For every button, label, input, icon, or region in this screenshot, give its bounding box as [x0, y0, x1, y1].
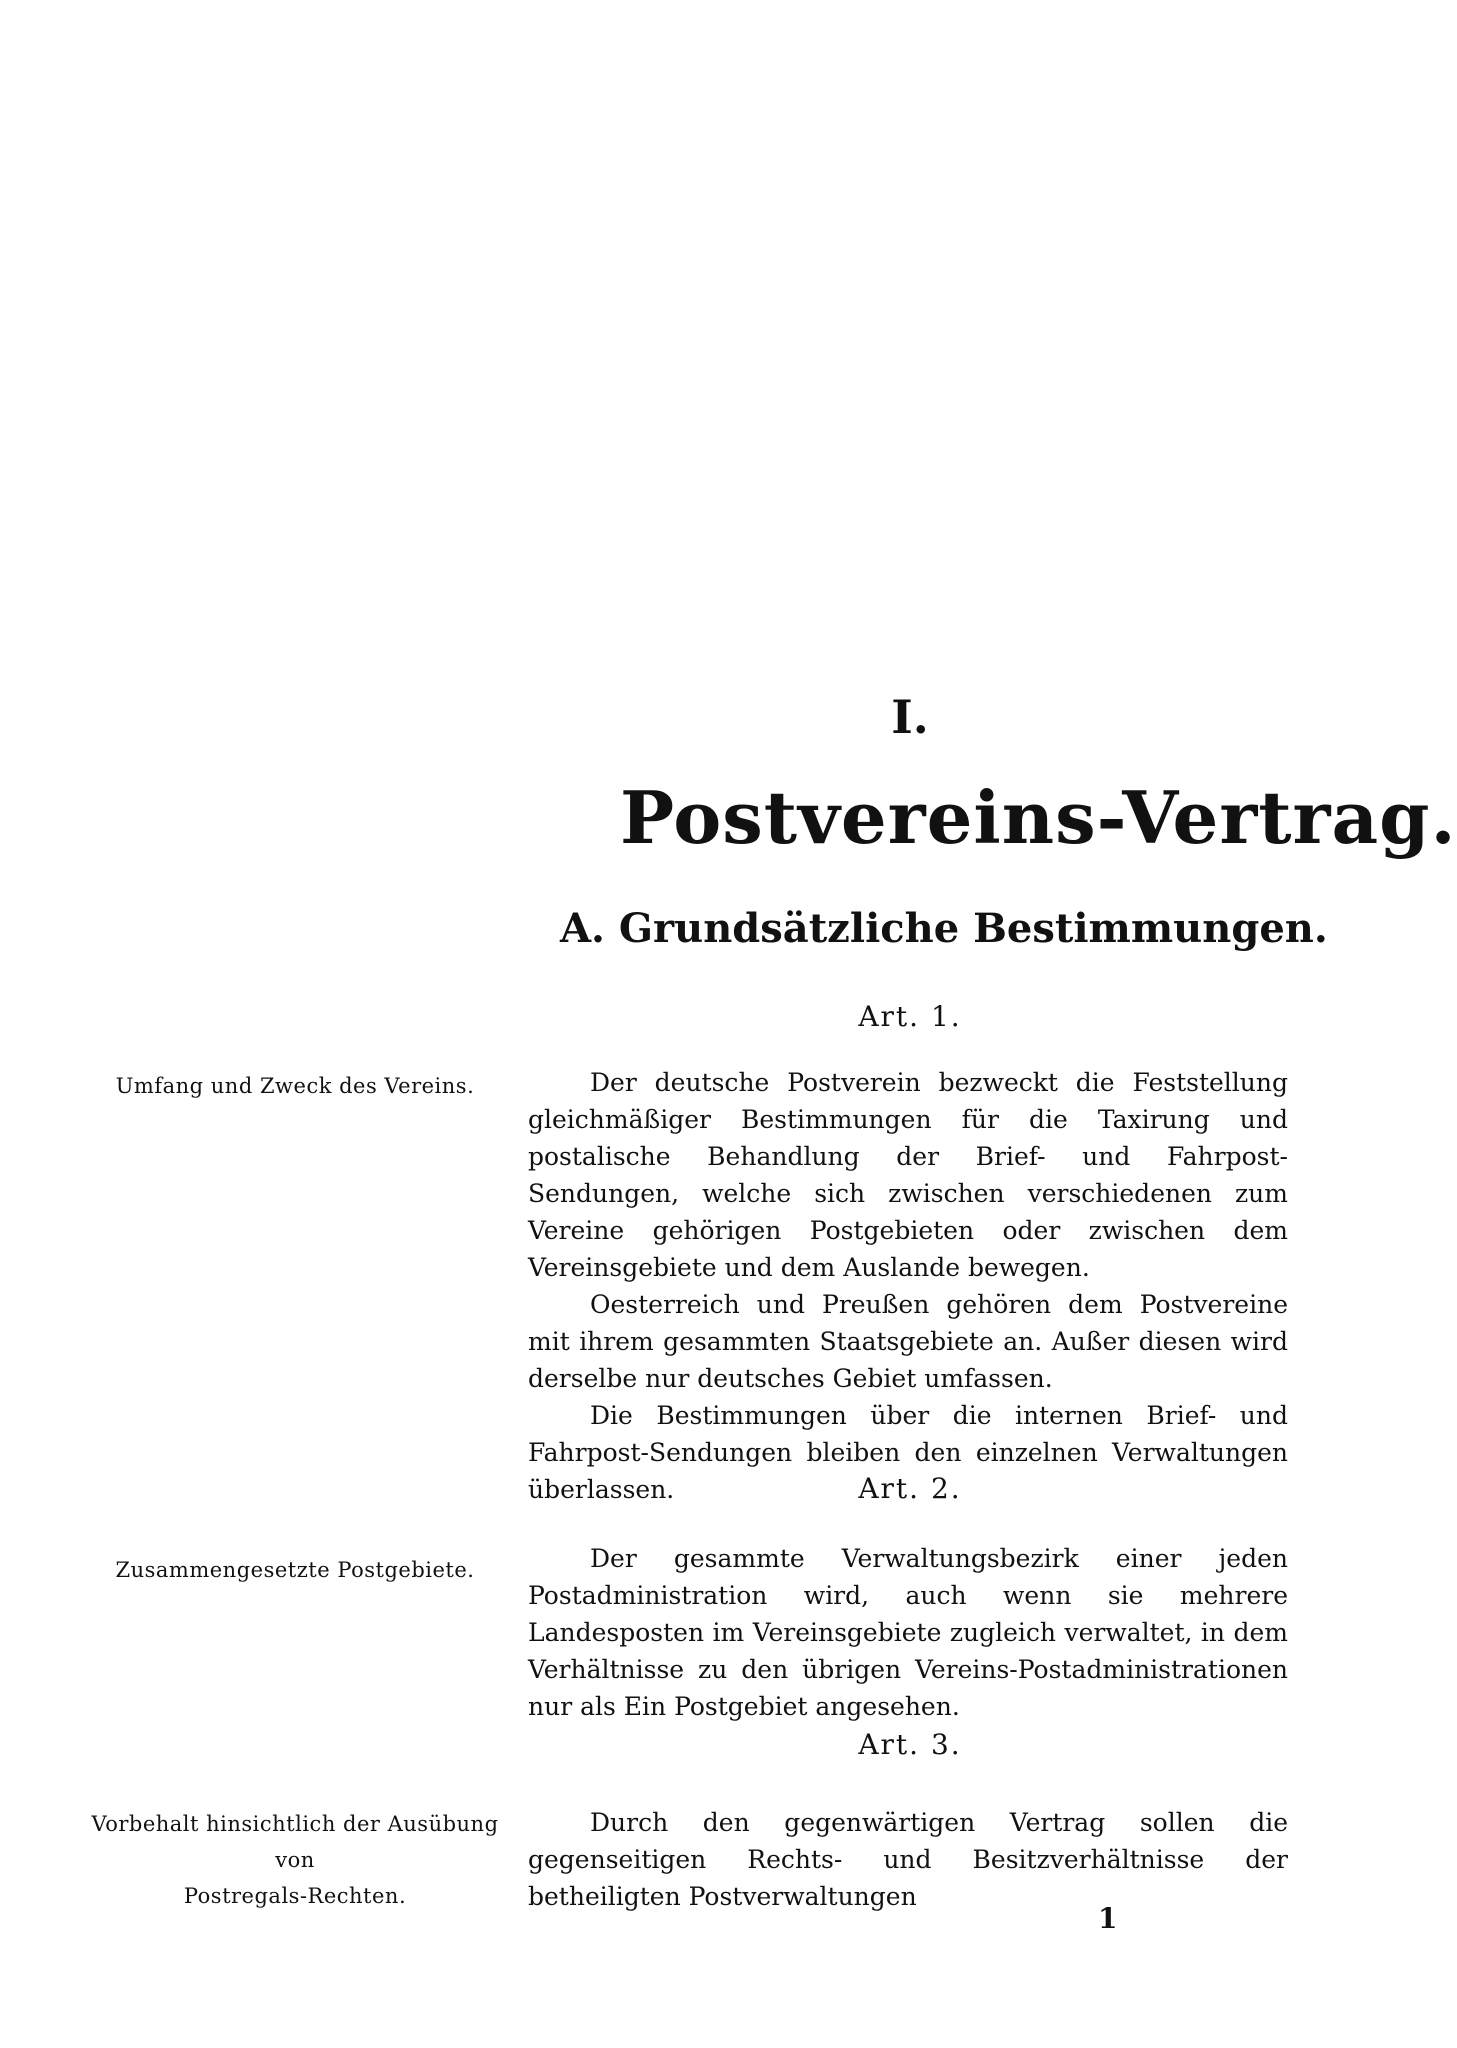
article-2-heading: Art. 2. — [858, 1472, 962, 1505]
article-3-margin-note — [70, 1806, 520, 1914]
article-3-paragraph: Durch den gegenwärtigen Vertrag sollen die gegenseitigen Rechts- und Besitzverhältnisse der betheiligten Postverwaltungen — [528, 1808, 1288, 1911]
document-title: Postvereins-Vertrag. — [620, 775, 1457, 860]
article-1-paragraph: Der deutsche Postverein bezweckt die Feststellung gleichmäßiger Bestimmungen für die Taxirung und postalische Behandlung der Brief- und Fahrpost-Sendungen, welche sich zwischen verschiedenen zum Vereine gehörigen Postgebieten oder zwischen dem Vereinsgebiete und dem Auslande bewegen. — [528, 1068, 1288, 1282]
article-1-body — [528, 1064, 1288, 1508]
article-3-body — [528, 1804, 1288, 1915]
part-heading: A. Grundsätzliche Bestimmungen. — [560, 905, 1328, 952]
article-1-paragraph: Oesterreich und Preußen gehören dem Postvereine mit ihrem gesammten Staatsgebiete an. Außer diesen wird derselbe nur deutsches Gebiet umfassen. — [528, 1290, 1288, 1393]
page-number: 1 — [1098, 1902, 1118, 1935]
article-2-margin-note: Zusammengesetzte Postgebiete. — [115, 1558, 475, 1582]
article-1-heading: Art. 1. — [858, 1000, 962, 1033]
article-3-heading: Art. 3. — [858, 1728, 962, 1761]
article-3-margin-note-line: Vorbehalt hinsichtlich der Ausübung von — [91, 1812, 499, 1872]
article-1-margin-note: Umfang und Zweck des Vereins. — [115, 1074, 475, 1098]
article-2-body — [528, 1540, 1288, 1725]
article-1-paragraph: Die Bestimmungen über die internen Brief- und Fahrpost-Sendungen bleiben den einzelnen Verwaltungen überlassen. — [528, 1401, 1288, 1504]
section-number: I. — [891, 690, 929, 744]
article-2-paragraph: Der gesammte Verwaltungsbezirk einer jeden Postadministration wird, auch wenn sie mehrere Landesposten im Vereinsgebiete zugleich verwaltet, in dem Verhältnisse zu den übrigen Vereins-Postadministrationen nur als Ein Postgebiet angesehen. — [528, 1544, 1288, 1721]
article-3-margin-note-line: Postregals-Rechten. — [183, 1884, 407, 1908]
